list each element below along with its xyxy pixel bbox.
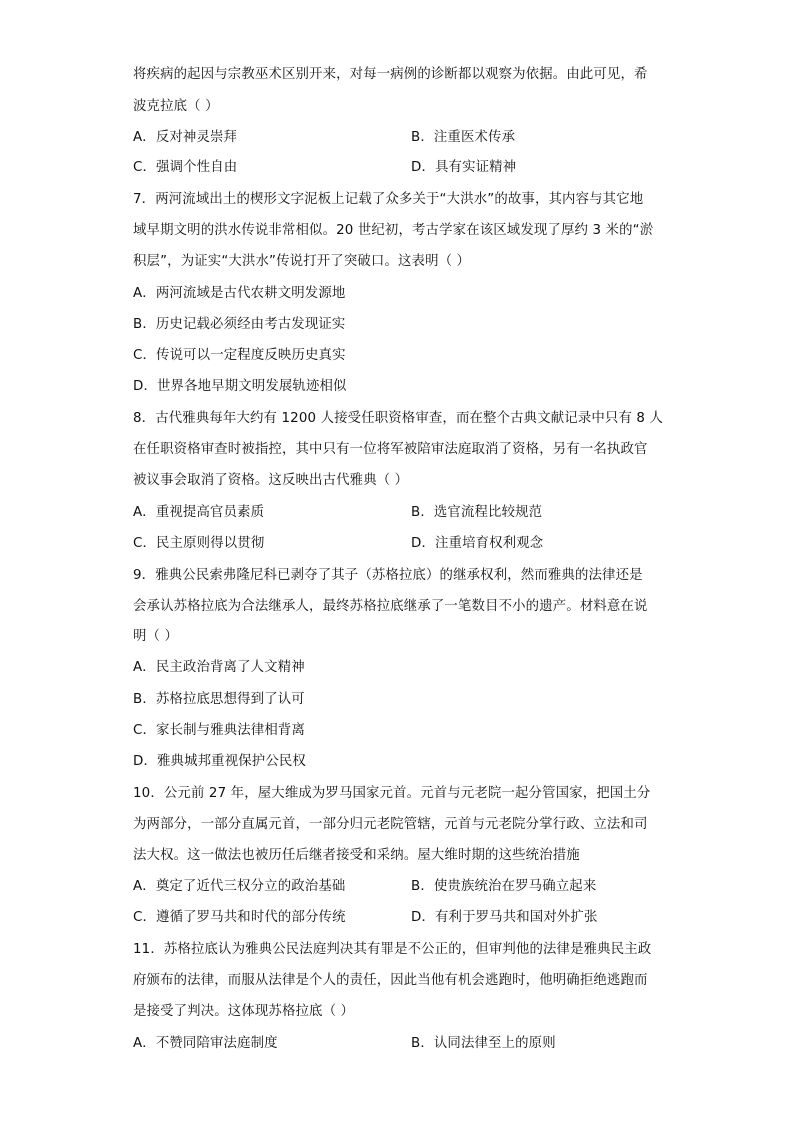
- q7-option-b: B．历史记载必须经由考古发现证实: [133, 317, 346, 332]
- q10-option-b: B．使贵族统治在罗马确立起来: [411, 879, 597, 894]
- q10-stem-line-2: 为两部分，一部分直属元首，一部分归元老院管辖，元首与元老院分掌行政、立法和司: [133, 817, 648, 832]
- q11-stem-line-2: 府颁布的法律，而服从法律是个人的责任，因此当他有机会逃跑时，他明确拒绝逃跑而: [133, 973, 648, 988]
- q10-option-a: A．奠定了近代三权分立的政治基础: [133, 879, 346, 894]
- q6-stem-line-1: 将疾病的起因与宗教巫术区别开来，对每一病例的诊断都以观察为依据。由此可见，希: [133, 67, 648, 82]
- q6-option-a: A．反对神灵崇拜: [133, 130, 238, 145]
- q8-option-b: B．选官流程比较规范: [411, 505, 543, 520]
- q6-option-d: D．具有实证精神: [411, 160, 517, 175]
- q7-option-a: A．两河流域是古代农耕文明发源地: [133, 286, 346, 301]
- q8-option-c: C．民主原则得以贯彻: [133, 536, 265, 551]
- q10-option-d: D．有利于罗马共和国对外扩张: [411, 910, 598, 925]
- q11-stem-line-3: 是接受了判决。这体现苏格拉底（ ）: [133, 1004, 355, 1019]
- q9-option-d: D．雅典城邦重视保护公民权: [133, 754, 306, 769]
- q6-option-b: B．注重医术传承: [411, 130, 516, 145]
- q8-option-a: A．重视提高官员素质: [133, 505, 265, 520]
- q9-option-a: A．民主政治背离了人文精神: [133, 660, 305, 675]
- q9-stem-line-1: 9．雅典公民索弗隆尼科已剥夺了其子（苏格拉底）的继承权利，然而雅典的法律还是: [133, 568, 643, 583]
- q9-stem-line-2: 会承认苏格拉底为合法继承人，最终苏格拉底继承了一笔数目不小的遗产。材料意在说: [133, 599, 648, 614]
- q7-option-d: D．世界各地早期文明发展轨迹相似: [133, 379, 347, 394]
- q7-stem-line-1: 7．两河流域出土的楔形文字泥板上记载了众多关于“大洪水”的故事，其内容与其它地: [133, 192, 644, 207]
- q7-stem-line-2: 域早期文明的洪水传说非常相似。20 世纪初，考古学家在该区域发现了厚约 3 米的“淤: [133, 223, 654, 238]
- q7-stem-line-3: 积层”，为证实“大洪水”传说打开了突破口。这表明（ ）: [133, 254, 471, 269]
- q6-stem-line-2: 波克拉底（ ）: [133, 99, 219, 114]
- q9-option-c: C．家长制与雅典法律相背离: [133, 723, 305, 738]
- q10-option-c: C．遵循了罗马共和时代的部分传统: [133, 910, 346, 925]
- q8-stem-line-3: 被议事会取消了资格。这反映出古代雅典（ ）: [133, 473, 409, 488]
- q11-option-b: B．认同法律至上的原则: [411, 1036, 556, 1051]
- q8-stem-line-1: 8．古代雅典每年大约有 1200 人接受任职资格审查，而在整个古典文献记录中只有 8 人: [133, 411, 664, 426]
- q10-stem-line-1: 10．公元前 27 年，屋大维成为罗马国家元首。元首与元老院一起分管国家，把国土分: [133, 786, 651, 801]
- q6-option-c: C．强调个性自由: [133, 160, 238, 175]
- q9-option-b: B．苏格拉底思想得到了认可: [133, 692, 305, 707]
- q8-stem-line-2: 在任职资格审查时被指控，其中只有一位将军被陪审法庭取消了资格，另有一名执政官: [133, 442, 648, 457]
- q11-option-a: A．不赞同陪审法庭制度: [133, 1036, 278, 1051]
- q10-stem-line-3: 法大权。这一做法也被历任后继者接受和采纳。屋大维时期的这些统治措施: [133, 848, 580, 863]
- q9-stem-line-3: 明（ ）: [133, 629, 179, 644]
- q7-option-c: C．传说可以一定程度反映历史真实: [133, 348, 346, 363]
- q11-stem-line-1: 11．苏格拉底认为雅典公民法庭判决其有罪是不公正的，但审判他的法律是雅典民主政: [133, 942, 652, 957]
- q8-option-d: D．注重培育权利观念: [411, 536, 544, 551]
